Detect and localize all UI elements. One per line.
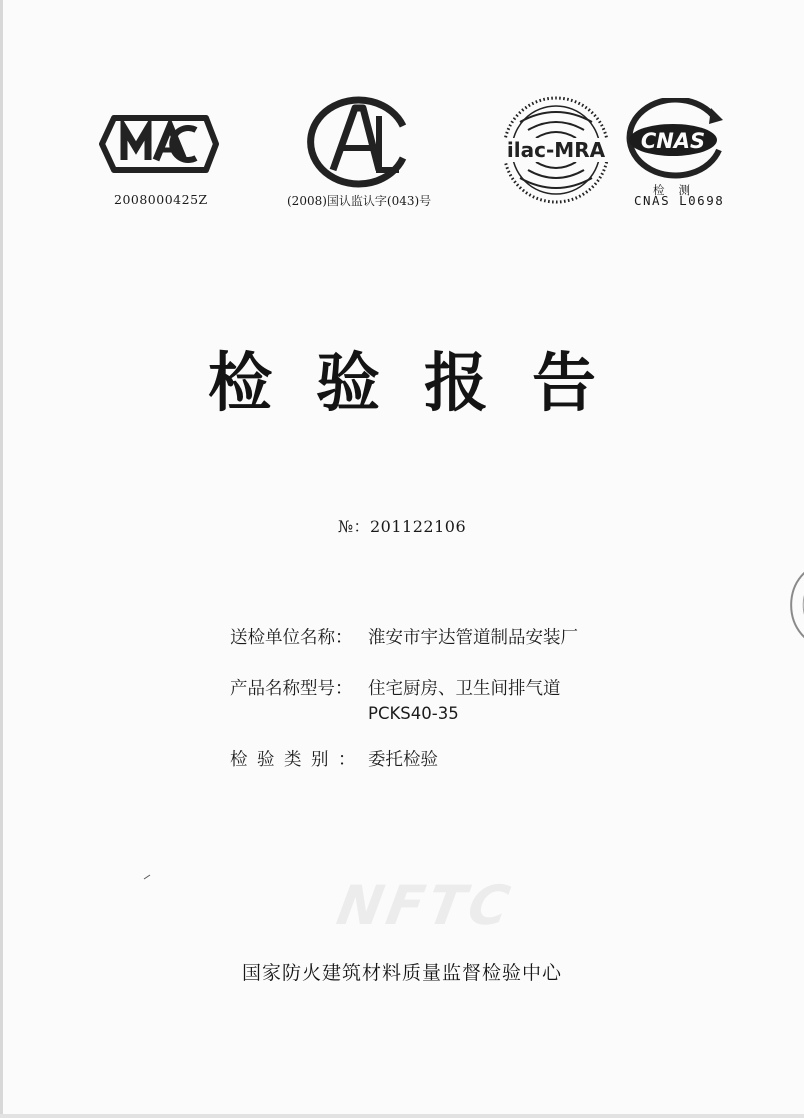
svg-text:ilac-MRA: ilac-MRA	[506, 138, 606, 162]
client-label: 送检单位名称：	[230, 628, 353, 648]
report-number: №：201122106	[337, 517, 467, 536]
nftc-watermark: NFTC	[332, 874, 519, 937]
issuing-organization: 国家防火建筑材料质量监督检验中心	[241, 962, 562, 984]
inspection-type-label: 检验类别：	[230, 750, 365, 770]
client-value: 淮安市宇达管道制品安装厂	[368, 628, 578, 648]
svg-text:CNAS: CNAS	[640, 129, 706, 153]
cal-certificate-number: (2008)国认监认字(043)号	[287, 194, 432, 208]
cnas-logo	[619, 98, 731, 184]
stamp-fragment	[788, 560, 804, 650]
cnas-category-label: 检测	[653, 183, 704, 197]
product-value: 住宅厨房、卫生间排气道	[368, 679, 561, 699]
cal-logo	[305, 96, 413, 188]
product-label: 产品名称型号：	[230, 679, 353, 699]
scan-speck	[143, 874, 151, 880]
cnas-accreditation-code: CNAS L0698	[634, 193, 725, 208]
product-model: PCKS40-35	[368, 704, 459, 723]
inspection-type-value: 委托检验	[368, 750, 438, 770]
client-field	[230, 624, 578, 649]
scan-edge-bottom	[0, 1114, 804, 1118]
cma-certificate-number: 2008000425Z	[114, 192, 208, 207]
product-field	[230, 675, 561, 723]
cma-logo	[94, 112, 220, 176]
inspection-type-field	[230, 746, 438, 771]
ilac-mra-logo	[498, 94, 614, 206]
report-title: 检验报告	[208, 347, 640, 421]
scan-edge	[0, 0, 3, 1118]
